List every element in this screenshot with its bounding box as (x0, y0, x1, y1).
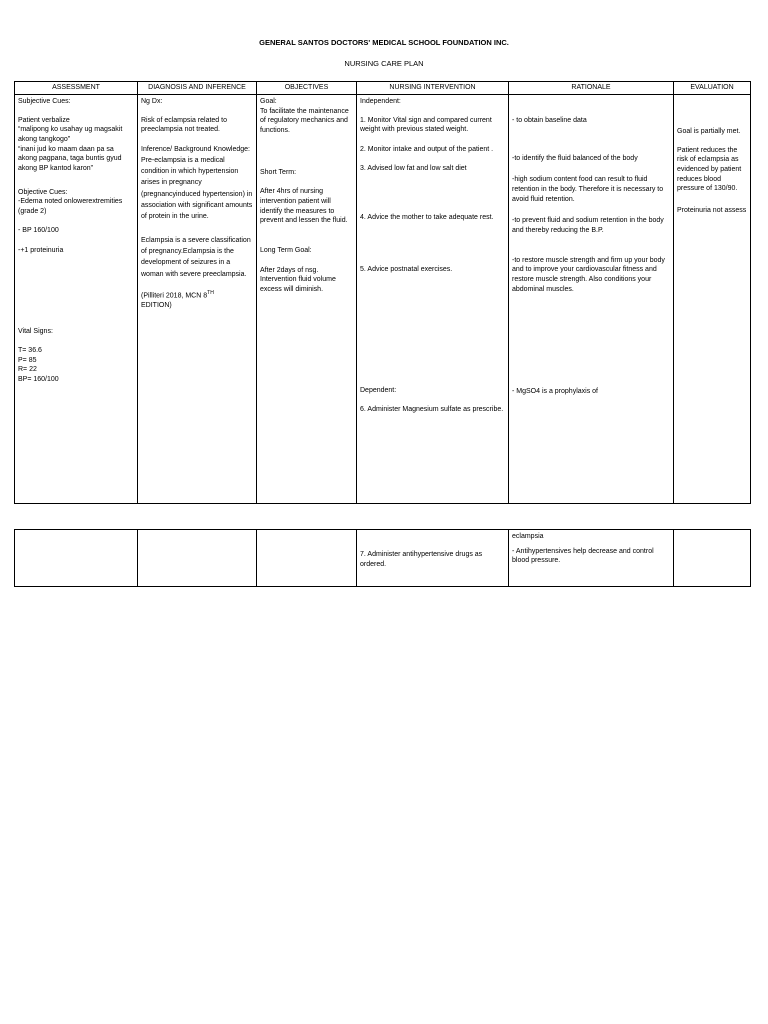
intervention-7: 7. Administer antihypertensive drugs as ordered. (360, 551, 483, 568)
evaluation-cell (674, 95, 751, 504)
dx-label: Ng Dx: (141, 98, 163, 105)
rationale-1: - to obtain baseline data (512, 117, 587, 124)
rationale-cell (509, 95, 674, 504)
rationale-cell-cont (509, 530, 674, 587)
short-term-label: Short Term: (260, 168, 297, 176)
evaluation-3: Proteinuria not assess (677, 206, 747, 214)
reference-text: (Pilliteri 2018, MCN 8 (141, 292, 208, 300)
intervention-cell (357, 95, 509, 504)
reference-sup: TH (207, 289, 214, 296)
assessment-cell-cont (15, 530, 138, 587)
vitals-label: Vital Signs: (18, 328, 53, 336)
table-row (15, 530, 751, 587)
rationale-7: - Antihypertensives help decrease and control blood pressure. (512, 547, 654, 565)
col-rationale: RATIONALE (509, 82, 674, 95)
short-term-text: After 4hrs of nursing intervention patient will identify the measures to prevent and lessen the fluid. (260, 188, 348, 225)
evaluation-2: Patient reduces the risk of eclampsia as evidenced by patient reduces blood pressure of 130/90. (677, 146, 742, 193)
institution-title: GENERAL SANTOS DOCTORS' MEDICAL SCHOOL FOUNDATION INC. (259, 38, 509, 47)
evaluation-1: Goal is partially met. (677, 128, 741, 135)
table-header-row (15, 82, 751, 95)
intervention-2: 2. Monitor intake and output of the patient . (360, 145, 494, 153)
diagnosis-cell (138, 95, 257, 504)
col-evaluation: EVALUATION (674, 82, 751, 95)
table-row (15, 95, 751, 504)
inference-label: Inference/ Background Knowledge: (141, 145, 250, 153)
goal-text: To facilitate the maintenance of regulatory mechanics and functions. (260, 107, 349, 134)
objective-cues: -Edema noted onlowerextremities (grade 2) - BP 160/100 -+1 proteinuria (18, 198, 123, 254)
document-title: NURSING CARE PLAN (344, 59, 424, 68)
reference-end: EDITION) (141, 301, 172, 309)
subjective-cues: Patient verbalize “malipong ko usahay ug magsakit akong tangkogo” “inani jud ko maam daan pa sa akong pagpana, taga buntis gyud akong BP kantod karon” (18, 116, 123, 172)
objective-label: Objective Cues: (18, 188, 68, 196)
care-plan-table-continued (14, 529, 751, 587)
long-term-text: After 2days of nsg. Intervention fluid volume excess will diminish. (260, 266, 336, 293)
rationale-6-cont: eclampsia (512, 533, 544, 540)
rationale-5: -to restore muscle strength and firm up your body and to improve your cardiovascular fitness and restore muscle strength. Also conditions your abdominal muscles. (512, 256, 665, 293)
rationale-4: -to prevent fluid and sodium retention in the body and thereby reducing the B.P. (512, 217, 664, 234)
col-assessment: ASSESSMENT (15, 82, 138, 95)
intervention-3: 3. Advised low fat and low salt diet (360, 164, 467, 172)
rationale-2: -to identify the fluid balanced of the body (512, 154, 638, 162)
intervention-4: 4. Advice the mother to take adequate rest. (360, 214, 494, 222)
objectives-cell (257, 95, 357, 504)
intervention-5: 5. Advice postnatal exercises. (360, 265, 453, 273)
evaluation-cell-cont (674, 530, 751, 587)
long-term-label: Long Term Goal: (260, 246, 312, 254)
diagnosis-cell-cont (138, 530, 257, 587)
reference (141, 290, 253, 311)
objectives-cell-cont (257, 530, 357, 587)
subjective-label: Subjective Cues: (18, 98, 71, 105)
intervention-6: 6. Administer Magnesium sulfate as prescribe. (360, 406, 504, 414)
col-objectives: OBJECTIVES (257, 82, 357, 95)
care-plan-table (14, 81, 751, 504)
rationale-6: - MgSO4 is a prophylaxis of (512, 388, 598, 396)
dependent-label: Dependent: (360, 386, 397, 394)
vital-signs: T= 36.6 P= 85 R= 22 BP= 160/100 (18, 346, 59, 383)
col-diagnosis: DIAGNOSIS AND INFERENCE (138, 82, 257, 95)
independent-label: Independent: (360, 98, 401, 105)
intervention-1: 1. Monitor Vital sign and compared current weight with previous stated weight. (360, 116, 492, 134)
inference-text: Pre-eclampsia is a medical condition in which hypertension arises in pregnancy (pregnancyinduced hypertension) in association with significant amounts of protein in the urine. (141, 156, 253, 221)
assessment-cell (15, 95, 138, 504)
rationale-3: -high sodium content food can result to fluid retention in the body. Therefore it is necessary to avoid fluid retention. (512, 176, 664, 203)
goal-label: Goal: (260, 98, 277, 105)
eclampsia-text: Eclampsia is a severe classification of pregnancy.Eclampsia is the development of seizures in a woman with severe preeclampsia. (141, 236, 251, 278)
nursing-diagnosis: Risk of eclampsia related to preeclampsia not treated. (141, 116, 227, 134)
intervention-cell-cont (357, 530, 509, 587)
col-intervention: NURSING INTERVENTION (357, 82, 509, 95)
